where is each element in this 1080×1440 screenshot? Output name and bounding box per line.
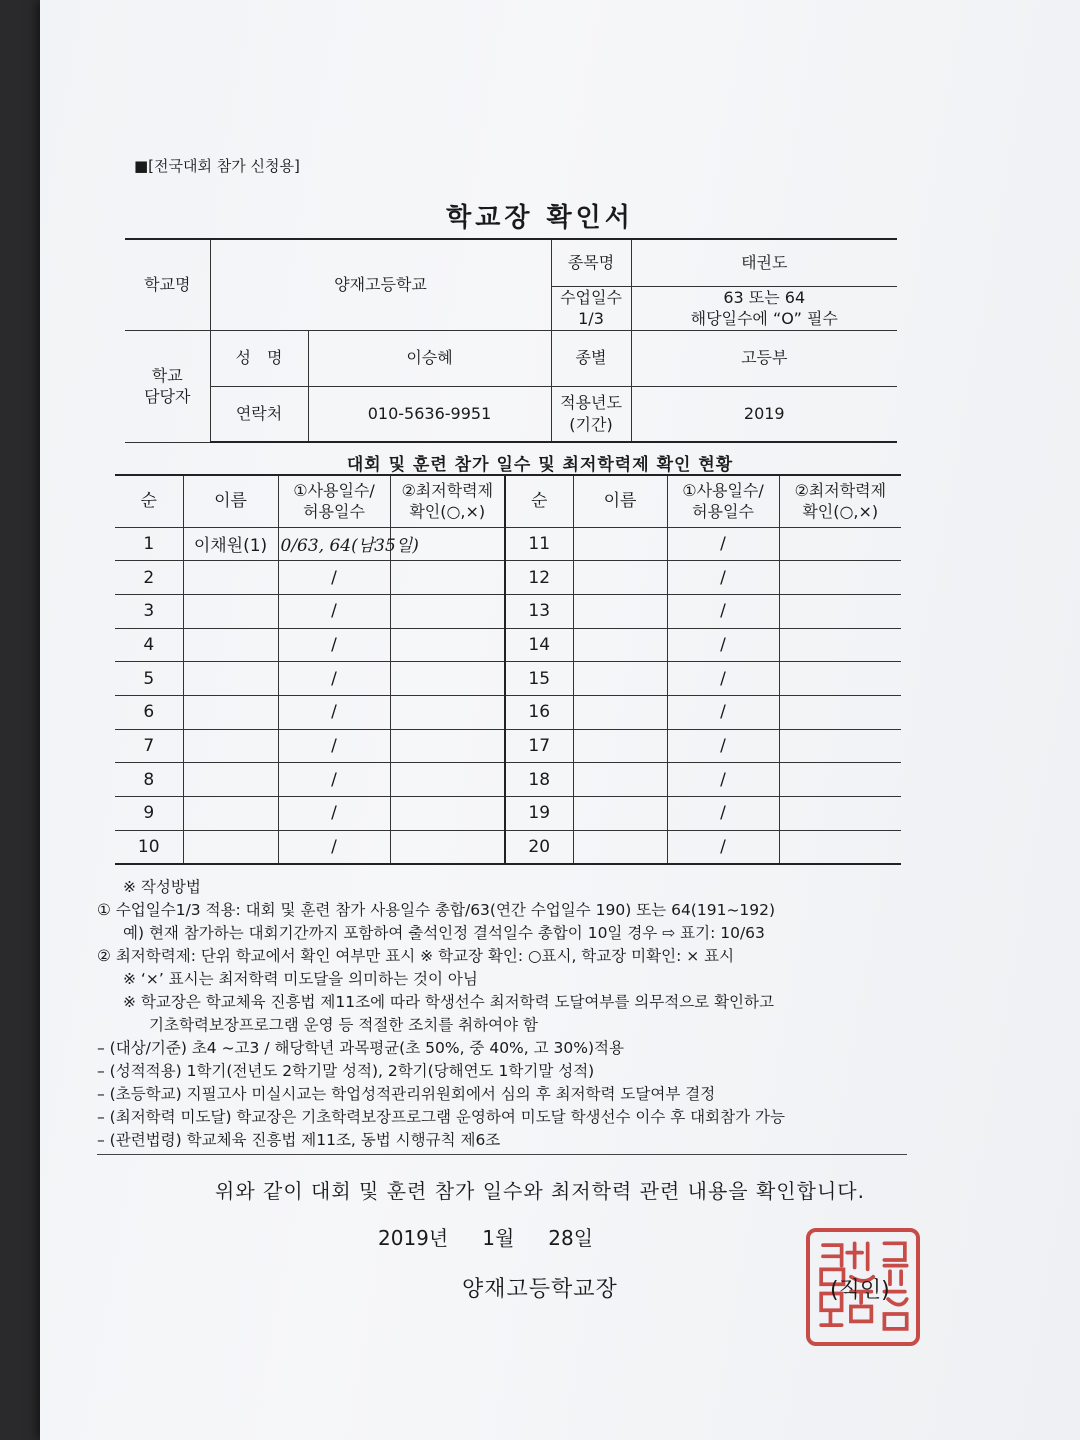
row-name	[573, 830, 667, 864]
row-days: /	[278, 830, 390, 864]
row-no: 8	[115, 763, 183, 797]
row-days: /	[278, 763, 390, 797]
row-no: 16	[505, 695, 573, 729]
table-row	[115, 662, 901, 696]
note-line: – (최저학력 미도달) 학교장은 기초학력보장프로그램 운영하여 미도달 학생선수 이수 후 대회참가 가능	[97, 1108, 785, 1126]
row-min-check	[779, 695, 901, 729]
table-row	[115, 628, 901, 662]
roster-table	[115, 474, 901, 865]
row-days: /	[667, 729, 779, 763]
row-name	[573, 797, 667, 831]
note-line: ② 최저학력제: 단위 학교에서 확인 여부만 표시 ※ 학교장 확인: ○표시, 학교장 미확인: × 표시	[97, 947, 735, 965]
row-days: /	[278, 594, 390, 628]
issue-date	[378, 1222, 627, 1251]
row-name	[573, 594, 667, 628]
row-no: 7	[115, 729, 183, 763]
row-no: 19	[505, 797, 573, 831]
row-days: /	[667, 830, 779, 864]
row-no: 4	[115, 628, 183, 662]
row-days: /	[667, 695, 779, 729]
row-name	[573, 561, 667, 595]
row-name	[183, 729, 278, 763]
row-min-check	[390, 797, 505, 831]
row-min-check	[779, 763, 901, 797]
row-name	[183, 695, 278, 729]
row-no: 18	[505, 763, 573, 797]
row-no: 14	[505, 628, 573, 662]
row-no: 15	[505, 662, 573, 696]
row-name	[183, 662, 278, 696]
row-days: /	[667, 763, 779, 797]
row-name	[573, 628, 667, 662]
row-min-check	[390, 594, 505, 628]
table-row	[115, 763, 901, 797]
row-min-check	[390, 830, 505, 864]
row-name	[573, 527, 667, 561]
notes-heading: ※ 작성방법	[123, 878, 201, 896]
row-days: /	[667, 527, 779, 561]
school-name-value: 양재고등학교	[210, 239, 551, 330]
event-value: 태권도	[631, 239, 897, 286]
note-line: – (관련법령) 학교체육 진흥법 제11조, 동법 시행규칙 제6조	[97, 1131, 501, 1149]
division-value: 고등부	[631, 330, 897, 386]
table-row	[115, 527, 901, 561]
row-name	[183, 628, 278, 662]
row-name	[183, 594, 278, 628]
contact-label: 연락처	[210, 386, 308, 442]
note-line: – (대상/기준) 초4 ~고3 / 해당학년 과목평균(초 50%, 중 40%, 고 30%)적용	[97, 1039, 624, 1057]
class-days-label: 수업일수 1/3	[551, 286, 631, 330]
contact-value: 010-5636-9951	[308, 386, 551, 442]
header-no: 순	[505, 475, 573, 527]
date-year: 2019년	[378, 1226, 449, 1250]
school-name-label: 학교명	[125, 239, 210, 330]
class-days-value: 63 또는 64 해당일수에 “O” 필수	[631, 286, 897, 330]
row-days: /	[667, 662, 779, 696]
manager-name-value: 이승혜	[308, 330, 551, 386]
note-line: 예) 현재 참가하는 대회기간까지 포함하여 출석인정 결석일수 총합이 10일 경우 ⇨ 표기: 10/63	[123, 924, 765, 942]
row-name: 이채원(1)	[183, 527, 278, 561]
header-days: ①사용일수/ 허용일수	[667, 475, 779, 527]
row-days: /	[667, 594, 779, 628]
row-min-check	[390, 662, 505, 696]
row-days: /	[278, 628, 390, 662]
row-min-check	[779, 594, 901, 628]
header-name: 이름	[573, 475, 667, 527]
table-row	[115, 830, 901, 864]
roster-header-row	[115, 475, 901, 527]
confirmation-statement: 위와 같이 대회 및 훈련 참가 일수와 최저학력 관련 내용을 확인합니다.	[215, 1179, 865, 1203]
table-row	[115, 729, 901, 763]
document-type-label: ■[전국대회 참가 신청용]	[134, 157, 300, 175]
row-no: 17	[505, 729, 573, 763]
date-month: 1월	[482, 1226, 515, 1250]
principal-title: 양재고등학교장	[462, 1277, 618, 1302]
row-name	[183, 797, 278, 831]
row-days: /	[278, 797, 390, 831]
table-row	[115, 594, 901, 628]
note-line: 기초학력보장프로그램 운영 등 적절한 조치를 취하여야 함	[149, 1016, 538, 1034]
row-name	[183, 763, 278, 797]
row-no: 1	[115, 527, 183, 561]
row-days: 0/63, 64(남35일)	[278, 527, 390, 561]
row-min-check	[779, 527, 901, 561]
row-name	[573, 662, 667, 696]
row-min-check	[779, 561, 901, 595]
row-no: 3	[115, 594, 183, 628]
manager-name-label: 성 명	[210, 330, 308, 386]
note-line: ※ 학교장은 학교체육 진흥법 제11조에 따라 학생선수 최저학력 도달여부를 의무적으로 확인하고	[123, 993, 774, 1011]
row-name	[573, 729, 667, 763]
division-label: 종별	[551, 330, 631, 386]
document-title: 학교장 확인서	[446, 203, 634, 233]
row-no: 10	[115, 830, 183, 864]
year-label: 적용년도 (기간)	[551, 386, 631, 442]
seal-label: (직인)	[830, 1278, 890, 1303]
status-section-title: 대회 및 훈련 참가 일수 및 최저학력제 확인 현황	[346, 455, 734, 475]
row-days: /	[667, 561, 779, 595]
note-line: ※ ‘×’ 표시는 최저학력 미도달을 의미하는 것이 아님	[123, 970, 478, 988]
date-day: 28일	[548, 1226, 594, 1250]
row-no: 2	[115, 561, 183, 595]
header-min-academic: ②최저학력제 확인(○,×)	[390, 475, 505, 527]
row-no: 9	[115, 797, 183, 831]
year-value: 2019	[631, 386, 897, 442]
header-name: 이름	[183, 475, 278, 527]
row-min-check	[390, 628, 505, 662]
row-name	[183, 561, 278, 595]
note-line: – (성적적용) 1학기(전년도 2학기말 성적), 2학기(당해연도 1학기말 성적)	[97, 1062, 595, 1080]
info-table	[125, 238, 897, 443]
table-row	[115, 695, 901, 729]
row-no: 5	[115, 662, 183, 696]
row-no: 11	[505, 527, 573, 561]
row-days: /	[278, 561, 390, 595]
row-min-check	[779, 729, 901, 763]
row-days: /	[278, 729, 390, 763]
row-min-check	[779, 797, 901, 831]
header-min-academic: ②최저학력제 확인(○,×)	[779, 475, 901, 527]
row-min-check	[779, 628, 901, 662]
row-days: /	[278, 662, 390, 696]
row-min-check	[390, 729, 505, 763]
table-row	[115, 797, 901, 831]
manager-label: 학교 담당자	[125, 330, 210, 442]
row-min-check	[390, 695, 505, 729]
row-min-check	[390, 561, 505, 595]
header-no: 순	[115, 475, 183, 527]
instructions-notes	[97, 876, 907, 1152]
row-no: 6	[115, 695, 183, 729]
row-min-check	[390, 763, 505, 797]
row-min-check	[779, 830, 901, 864]
row-name	[183, 830, 278, 864]
row-days: /	[667, 628, 779, 662]
row-min-check	[779, 662, 901, 696]
row-no: 13	[505, 594, 573, 628]
note-line: – (초등학교) 지필고사 미실시교는 학업성적관리위원회에서 심의 후 최저학력 도달여부 결정	[97, 1085, 716, 1103]
row-days: /	[278, 695, 390, 729]
row-no: 12	[505, 561, 573, 595]
event-label: 종목명	[551, 239, 631, 286]
table-row	[115, 561, 901, 595]
row-name	[573, 763, 667, 797]
note-line: ① 수업일수1/3 적용: 대회 및 훈련 참가 사용일수 총합/63(연간 수업일수 190) 또는 64(191~192)	[97, 901, 776, 919]
row-no: 20	[505, 830, 573, 864]
header-days: ①사용일수/ 허용일수	[278, 475, 390, 527]
row-name	[573, 695, 667, 729]
divider-line	[97, 1154, 907, 1155]
row-days: /	[667, 797, 779, 831]
